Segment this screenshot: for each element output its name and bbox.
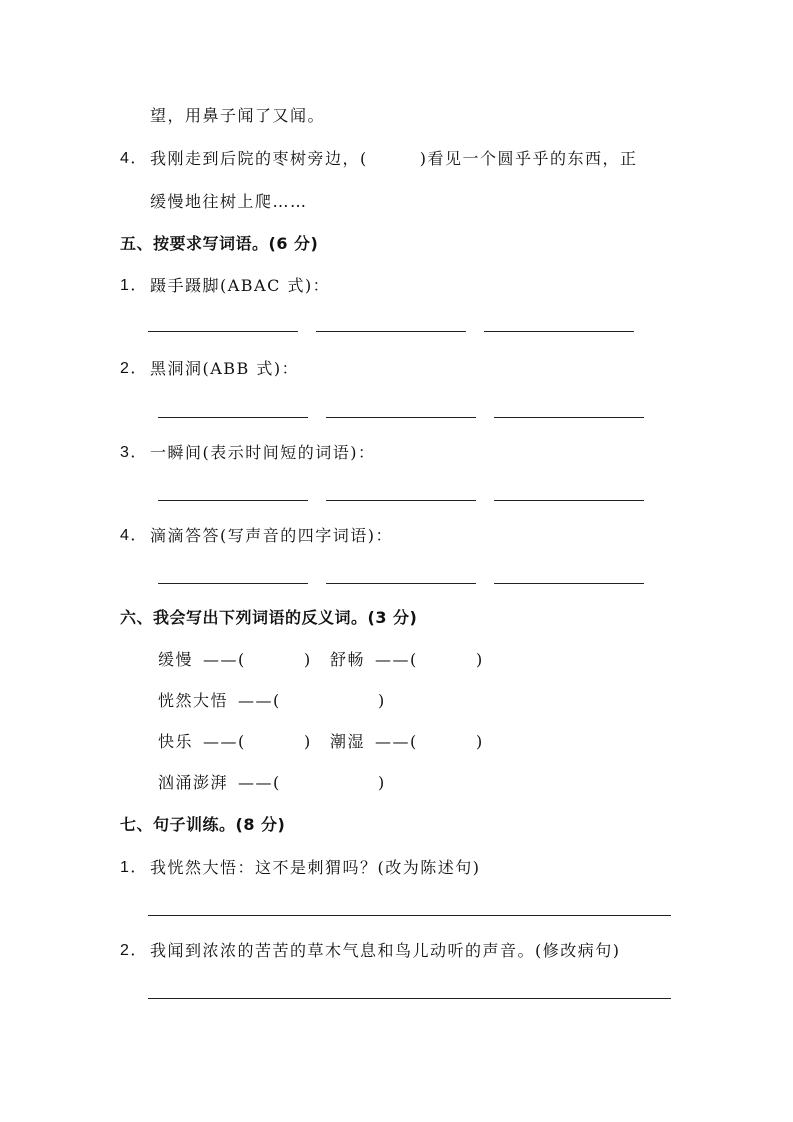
answer-line[interactable]: [158, 417, 308, 418]
antonym-dash: ——(: [203, 650, 246, 669]
antonym-answer-blank[interactable]: [246, 731, 304, 753]
antonym-answer-blank[interactable]: [282, 690, 378, 712]
antonym-word: 汹涌澎湃: [158, 773, 229, 792]
item-number: 4．: [120, 150, 148, 167]
antonym-word: 恍然大悟: [158, 691, 229, 710]
answer-line[interactable]: [316, 331, 466, 332]
answer-line[interactable]: [326, 417, 476, 418]
item-text-part-b: )看见一个圆乎乎的东西，正: [419, 149, 638, 168]
item-text: 我恍然大悟：这不是刺猬吗？(改为陈述句): [150, 858, 481, 877]
antonym-dash: ——(: [375, 732, 418, 751]
antonym-word: 舒畅: [330, 650, 366, 669]
item-number: 1．: [120, 277, 148, 294]
answer-line[interactable]: [494, 500, 644, 501]
answer-line[interactable]: [148, 915, 671, 916]
item-text: 滴滴答答(写声音的四字词语)：: [150, 526, 393, 545]
item-number: 1．: [120, 859, 148, 876]
item-number: 4．: [120, 527, 148, 544]
item-text: 蹑手蹑脚(ABAC 式)：: [150, 276, 331, 295]
section-title: 七、句子训练。(8 分): [120, 815, 286, 834]
answer-line[interactable]: [148, 331, 298, 332]
item-text: [150, 148, 638, 170]
item-text: 我闻到浓浓的苦苦的草木气息和鸟儿动听的声音。(修改病句): [150, 941, 621, 960]
antonym-close-paren: ): [476, 650, 484, 669]
item-text-part-a: 我刚走到后院的枣树旁边，(: [150, 149, 368, 168]
section-title: 六、我会写出下列词语的反义词。(3 分): [120, 608, 418, 627]
item-number: 3．: [120, 444, 148, 461]
antonym-close-paren: ): [304, 650, 312, 669]
antonym-close-paren: ): [304, 732, 312, 751]
answer-line[interactable]: [158, 500, 308, 501]
answer-line[interactable]: [494, 417, 644, 418]
antonym-dash: ——(: [238, 691, 281, 710]
antonym-word: 缓慢: [158, 650, 194, 669]
antonym-word: 快乐: [158, 732, 194, 751]
item-text: 一瞬间(表示时间短的词语)：: [150, 443, 376, 462]
antonym-close-paren: ): [378, 691, 386, 710]
antonym-word: 潮湿: [330, 732, 366, 751]
item-text: 黑洞洞(ABB 式)：: [150, 359, 300, 378]
item-text-continuation: 缓慢地往树上爬……: [150, 192, 308, 211]
antonym-dash: ——(: [203, 732, 246, 751]
antonym-answer-blank[interactable]: [418, 649, 476, 671]
answer-line[interactable]: [326, 500, 476, 501]
item-number: 2．: [120, 360, 148, 377]
item-number: 2．: [120, 942, 148, 959]
continuation-text: 望，用鼻子闻了又闻。: [150, 106, 326, 125]
antonym-close-paren: ): [378, 773, 386, 792]
antonym-close-paren: ): [476, 732, 484, 751]
answer-line[interactable]: [484, 331, 634, 332]
answer-line[interactable]: [494, 583, 644, 584]
antonym-dash: ——(: [375, 650, 418, 669]
answer-line[interactable]: [158, 583, 308, 584]
antonym-answer-blank[interactable]: [282, 772, 378, 794]
antonym-answer-blank[interactable]: [246, 649, 304, 671]
answer-line[interactable]: [326, 583, 476, 584]
antonym-dash: ——(: [238, 773, 281, 792]
antonym-answer-blank[interactable]: [418, 731, 476, 753]
answer-line[interactable]: [148, 998, 671, 999]
section-title: 五、按要求写词语。(6 分): [120, 234, 319, 253]
